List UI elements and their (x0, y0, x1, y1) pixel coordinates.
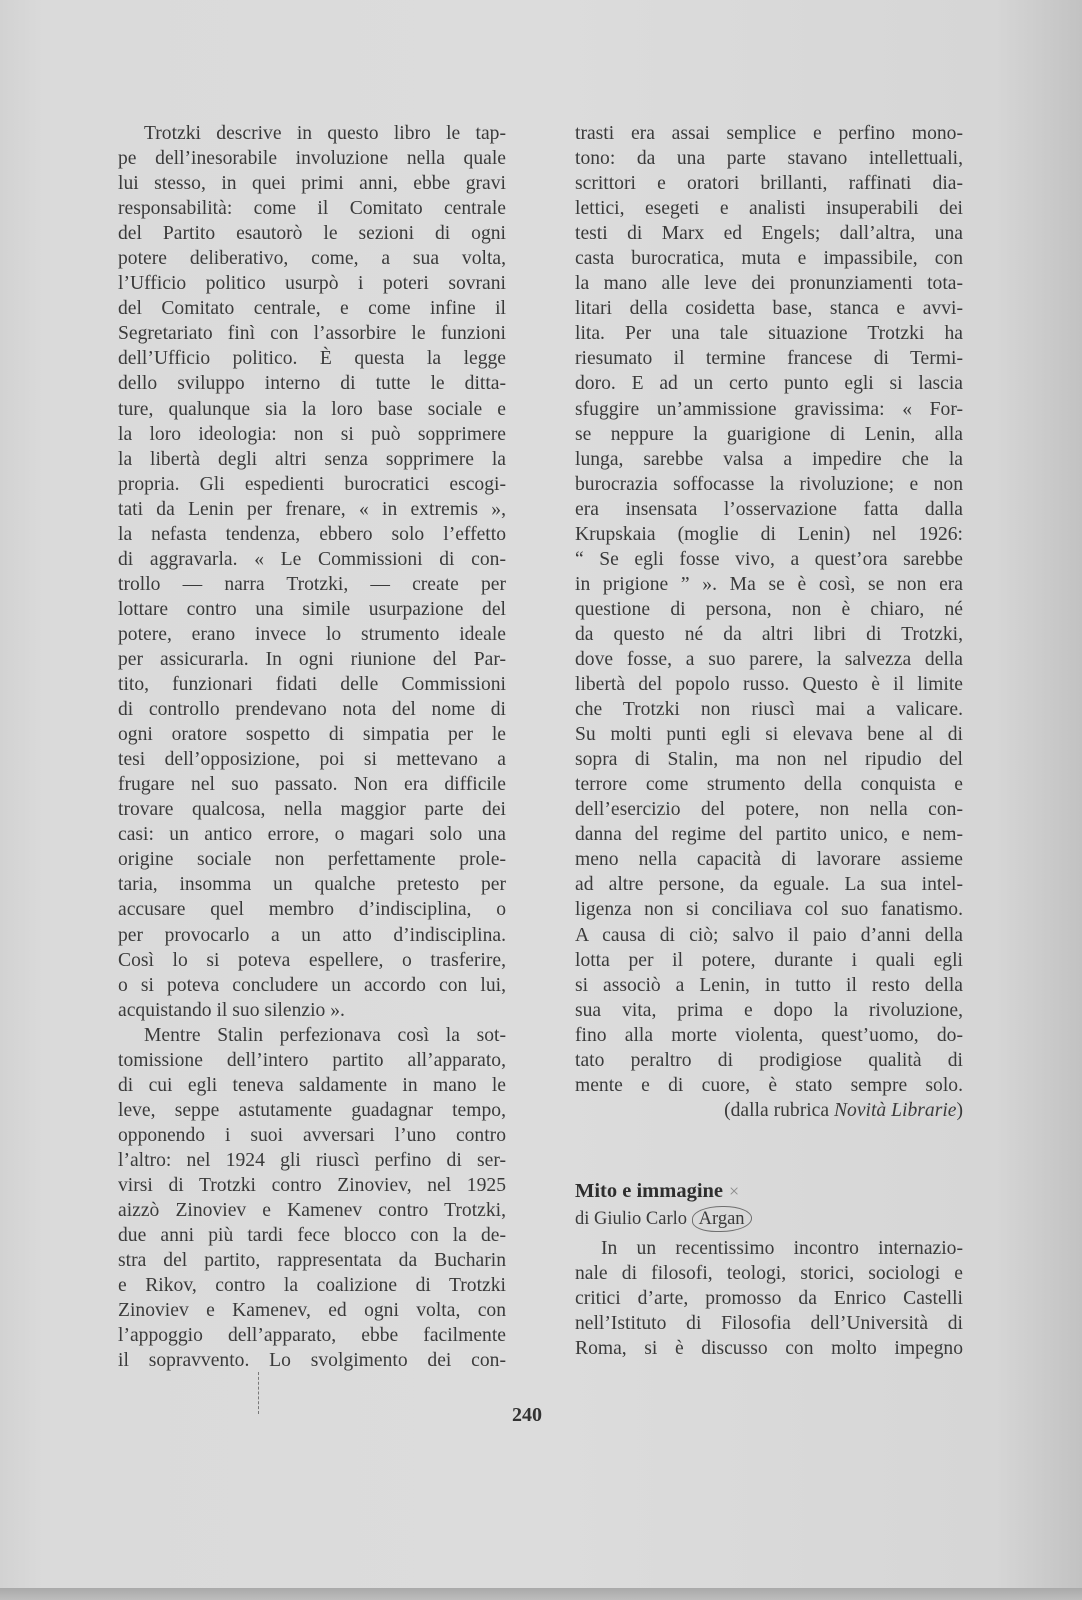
text-line: leve, seppe astutamente guadagnar tempo, (118, 1099, 506, 1121)
text-line: ad altre persone, da eguale. La sua intel- (575, 874, 963, 896)
text-line: si associò a Lenin, in tutto il resto della (575, 974, 963, 996)
text-line: tesi dell’opposizione, poi si mettevano a (118, 749, 506, 771)
text-line: l’altro: nel 1924 gli riuscì perfino di ser- (118, 1149, 506, 1171)
paragraph-continued (575, 121, 963, 1123)
text-line: Trotzki descrive in questo libro le tap- (144, 123, 506, 144)
source-title: Novità Librarie (833, 1099, 957, 1121)
right-column (575, 121, 963, 1361)
text-line: lotta per il potere, durante i quali egli (575, 949, 963, 971)
page-number: 240 (512, 1404, 542, 1426)
pencil-mark (258, 1372, 261, 1414)
text-line: tato peraltro di prodigiose qualità di (575, 1049, 963, 1071)
text-line: pe dell’inesorabile involuzione nella quale (118, 148, 506, 170)
text-line: testi di Marx ed Engels; dall’altra, una (575, 223, 963, 245)
text-line: di cui egli teneva saldamente in mano le (118, 1074, 506, 1096)
text-line: potere deliberativo, come, a sua volta, (118, 248, 506, 270)
text-line: la loro ideologia: non si può sopprimere (118, 423, 506, 445)
source-prefix: (dalla rubrica (724, 1099, 834, 1121)
text-line: questione di persona, non è chiaro, né (575, 598, 963, 620)
text-line: trasti era assai semplice e perfino mono- (575, 123, 963, 144)
text-line: tomissione dell’intero partito all’apparato, (118, 1049, 506, 1071)
text-line: ogni oratore sospetto di simpatia per le (118, 724, 506, 746)
text-line: taria, insomma un qualche pretesto per (118, 874, 506, 896)
text-line: doro. E ad un certo punto egli si lascia (575, 373, 963, 395)
text-line: la libertà degli altri senza sopprimere la (118, 448, 506, 470)
text-line: l’Ufficio politico usurpò i poteri sovrani (118, 273, 506, 295)
text-line: l’appoggio dell’apparato, ebbe facilmente (118, 1325, 506, 1347)
text-line: aizzò Zinoviev e Kamenev contro Trotzki, (118, 1200, 506, 1222)
text-line: casi: un antico errore, o magari solo una (118, 824, 506, 846)
text-line: Mentre Stalin perfezionava così la sot- (144, 1024, 506, 1046)
text-line: in prigione ” ». Ma se è così, se non era (575, 573, 963, 595)
text-line: la nefasta tendenza, ebbero solo l’effetto (118, 523, 506, 545)
text-line: Roma, si è discusso con molto impegno (575, 1338, 963, 1360)
text-line: che Trotzki non riuscì mai a valicare. (575, 699, 963, 721)
text-line: potere, erano invece lo strumento ideale (118, 623, 506, 645)
text-line: dove fosse, a suo parere, la salvezza della (575, 648, 963, 670)
pencil-x-mark-icon: × (729, 1180, 740, 1201)
text-line: origine sociale non perfettamente prole- (118, 849, 506, 871)
text-line: del Comitato centrale, e come infine il (118, 298, 506, 320)
text-line: per provocarlo a un atto d’indisciplina. (118, 924, 506, 946)
text-line: tito, funzionari fidati delle Commissioni (118, 674, 506, 696)
text-line: di controllo prendevano nota del nome di (118, 699, 506, 721)
text-line: tono: da una parte stavano intellettuali, (575, 148, 963, 170)
text-line: sfuggire un’ammissione gravissima: « For- (575, 398, 963, 420)
text-line: tati da Lenin per frenare, « in extremis », (118, 498, 506, 520)
text-line: Così lo si poteva espellere, o trasferire, (118, 949, 506, 971)
text-line: per assicurarla. In ogni riunione del Par- (118, 648, 506, 670)
text-line: A causa di ciò; salvo il paio d’anni della (575, 924, 963, 946)
text-line: era insensata l’osservazione fatta dalla (575, 498, 963, 520)
text-line: lettici, esegeti e analisti insuperabili dei (575, 198, 963, 220)
text-line: il sopravvento. Lo svolgimento dei con- (118, 1350, 506, 1372)
source-suffix: ) (956, 1099, 963, 1121)
text-line: litari della cosidetta base, stanca e avvi- (575, 298, 963, 320)
text-line: dell’Ufficio politico. È questa la legge (118, 348, 506, 370)
text-line: Su molti punti egli si elevava bene al di (575, 724, 963, 746)
article-body (575, 1236, 963, 1361)
text-line: stra del partito, rappresentata da Bucharin (118, 1250, 506, 1272)
text-line: opponendo i suoi avversari l’uno contro (118, 1124, 506, 1146)
text-line: burocrazia soffocasse la rivoluzione; e non (575, 473, 963, 495)
text-line: o si poteva concludere un accordo con lui, (118, 974, 506, 996)
text-line: sopra di Stalin, ma non nel ripudio del (575, 749, 963, 771)
circled-author-name: Argan (692, 1206, 752, 1232)
text-line: ture, qualunque sia la loro base sociale e (118, 398, 506, 420)
text-line: Zinoviev e Kamenev, ed ogni volta, con (118, 1300, 506, 1322)
text-line: ligenza non si conciliava col suo fanatismo. (575, 899, 963, 921)
text-line: scrittori e oratori brillanti, raffinati dia- (575, 173, 963, 195)
text-line: e Rikov, contro la coalizione di Trotzki (118, 1275, 506, 1297)
text-line: fino alla morte violenta, quest’uomo, do- (575, 1024, 963, 1046)
text-line: frugare nel suo passato. Non era difficile (118, 774, 506, 796)
text-line: dello sviluppo interno di tutte le ditta- (118, 373, 506, 395)
text-line: dell’esercizio del potere, non nella con- (575, 799, 963, 821)
text-line: trollo — narra Trotzki, — create per (118, 573, 506, 595)
text-line: lita. Per una tale situazione Trotzki ha (575, 323, 963, 345)
text-line: Segretariato finì con l’assorbire le funzioni (118, 323, 506, 345)
text-line: mente e di cuore, è stato sempre solo. (575, 1074, 963, 1096)
text-line: critici d’arte, promosso da Enrico Castelli (575, 1287, 963, 1309)
text-line: trovare qualcosa, nella maggior parte dei (118, 799, 506, 821)
article-title (575, 1177, 963, 1205)
text-line: nale di filosofi, teologi, storici, sociologi e (575, 1262, 963, 1284)
left-column (118, 121, 506, 1373)
text-line: meno nella capacità di lavorare assieme (575, 849, 963, 871)
text-line: Krupskaia (moglie di Lenin) nel 1926: (575, 523, 963, 545)
text-line: “ Se egli fosse vivo, a quest’ora sarebbe (575, 548, 963, 570)
text-line: di aggravarla. « Le Commissioni di con- (118, 548, 506, 570)
byline-prefix: di Giulio Carlo (575, 1208, 688, 1229)
text-line: riesumato il termine francese di Termi- (575, 348, 963, 370)
text-line: acquistando il suo silenzio ». (118, 999, 345, 1021)
text-line: casta burocratica, muta e impassibile, con (575, 248, 963, 270)
paragraph-2 (118, 1023, 506, 1374)
source-attribution (575, 1098, 963, 1123)
text-line: libertà del popolo russo. Questo è il limite (575, 674, 963, 696)
text-line: lunga, sarebbe valsa a impedire che la (575, 448, 963, 470)
page-edge (0, 1588, 1082, 1600)
text-line: se neppure la guarigione di Lenin, alla (575, 423, 963, 445)
text-line: due anni più tardi fece blocco con la de- (118, 1225, 506, 1247)
text-line: danna del regime del partito unico, e nem- (575, 824, 963, 846)
article-title-text: Mito e immagine (575, 1179, 724, 1202)
text-line: virsi di Trotzki contro Zinoviev, nel 1925 (118, 1174, 506, 1196)
text-line: propria. Gli espedienti burocratici escogi- (118, 473, 506, 495)
article-byline (575, 1205, 963, 1233)
paragraph-1 (118, 121, 506, 1023)
text-line: la mano alle leve dei pronunziamenti tota- (575, 273, 963, 295)
text-line: sua vita, prima e dopo la rivoluzione, (575, 999, 963, 1021)
text-line: da questo né da altri libri di Trotzki, (575, 623, 963, 645)
text-line: responsabilità: come il Comitato centrale (118, 198, 506, 220)
text-line: In un recentissimo incontro internazio- (601, 1237, 963, 1259)
text-line: nell’Istituto di Filosofia dell’Università di (575, 1313, 963, 1335)
text-line: accusare quel membro d’indisciplina, o (118, 899, 506, 921)
text-line: del Partito esautorò le sezioni di ogni (118, 223, 506, 245)
text-line: terrore come strumento della conquista e (575, 774, 963, 796)
text-line: lottare contro una simile usurpazione del (118, 598, 506, 620)
text-line: lui stesso, in quei primi anni, ebbe gravi (118, 173, 506, 195)
